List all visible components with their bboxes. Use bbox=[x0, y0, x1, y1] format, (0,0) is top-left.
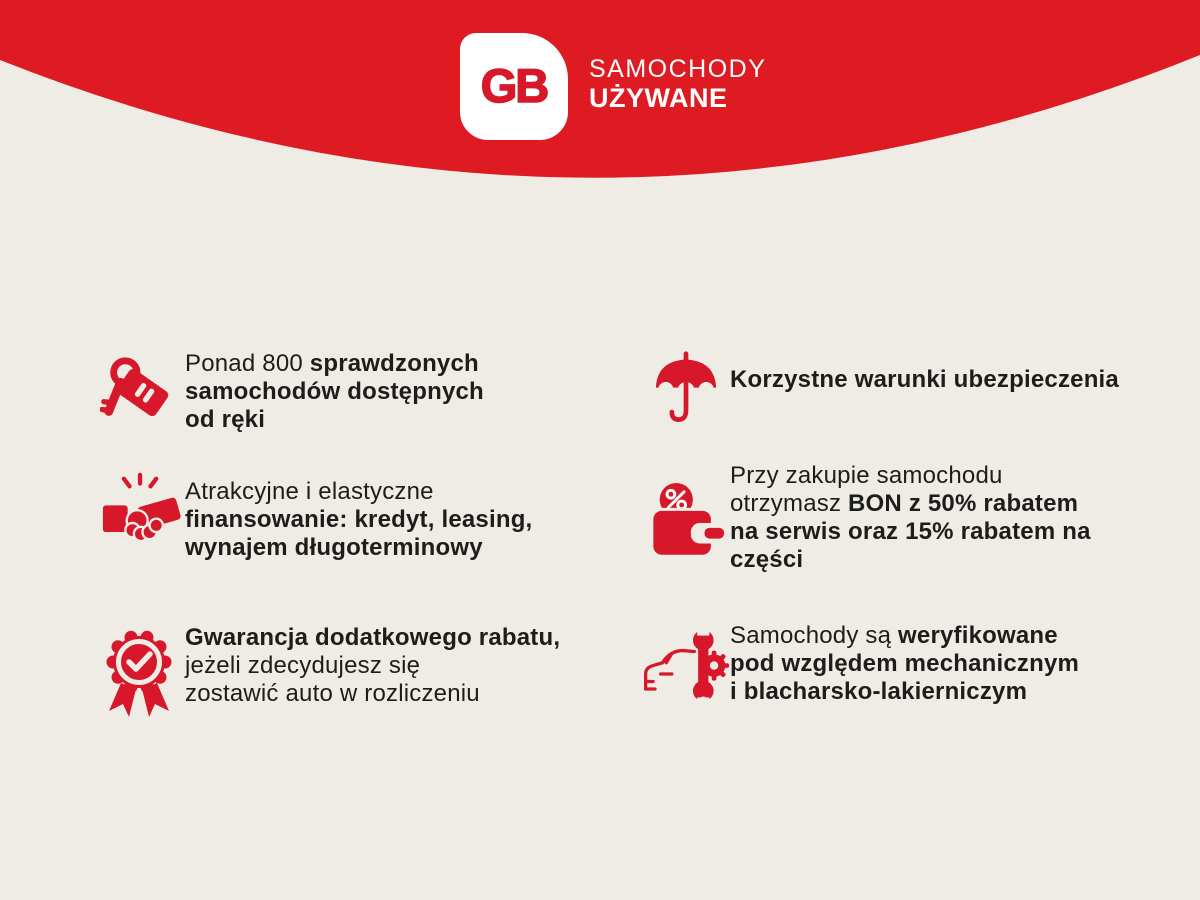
feature-text-line bbox=[730, 490, 1091, 518]
feature-text-line bbox=[185, 506, 532, 534]
handshake-icon bbox=[101, 469, 181, 557]
feature-text-segment: i blacharsko-lakierniczym bbox=[730, 678, 1028, 705]
feature-text bbox=[185, 478, 532, 562]
feature-text-line bbox=[185, 406, 484, 434]
header-background-curve bbox=[0, 0, 1200, 300]
feature-text-line bbox=[730, 650, 1079, 678]
brand-title-line2: UŻYWANE bbox=[589, 83, 728, 113]
brand-title-line1: SAMOCHODY bbox=[589, 55, 767, 83]
feature-text bbox=[730, 366, 1119, 394]
feature-text bbox=[185, 624, 560, 708]
gb-logo-text: GB bbox=[480, 59, 548, 112]
feature-text-segment: weryfikowane bbox=[898, 622, 1058, 649]
feature-text-segment: otrzymasz bbox=[730, 490, 849, 517]
feature-text-segment: wynajem długoterminowy bbox=[185, 534, 483, 561]
feature-text-line bbox=[730, 462, 1091, 490]
car-repair-icon bbox=[640, 627, 730, 706]
feature-text-segment: Atrakcyjne i elastyczne bbox=[185, 478, 434, 505]
feature-text-line bbox=[185, 624, 560, 652]
feature-text-segment: na serwis oraz 15% rabatem na bbox=[730, 518, 1091, 545]
feature-text-line bbox=[185, 478, 532, 506]
feature-text bbox=[730, 462, 1091, 574]
feature-text-segment: Przy zakupie samochodu bbox=[730, 462, 1003, 489]
feature-text-line bbox=[185, 350, 484, 378]
brand-title bbox=[589, 56, 766, 112]
feature-text-segment: części bbox=[730, 546, 804, 573]
feature-text-line bbox=[185, 680, 560, 708]
feature-text-segment: Ponad 800 bbox=[185, 350, 310, 377]
feature-text-segment: samochodów dostępnych bbox=[185, 378, 484, 405]
feature-text-segment: BON z 50% rabatem bbox=[848, 490, 1079, 517]
key-tag-icon bbox=[100, 352, 178, 430]
feature-text-segment: sprawdzonych bbox=[309, 350, 479, 377]
feature-text-segment: Gwarancja dodatkowego rabatu, bbox=[185, 624, 561, 651]
feature-text bbox=[185, 350, 484, 434]
feature-text-line bbox=[730, 366, 1119, 394]
feature-text-line bbox=[730, 622, 1079, 650]
feature-text-segment: jeżeli zdecydujesz się bbox=[185, 652, 421, 679]
feature-text-segment: pod względem mechanicznym bbox=[730, 650, 1080, 677]
feature-text bbox=[730, 622, 1079, 706]
feature-text-line bbox=[730, 546, 1091, 574]
feature-text-segment: zostawić auto w rozliczeniu bbox=[185, 680, 480, 707]
feature-text-line bbox=[185, 652, 560, 680]
umbrella-icon bbox=[652, 350, 720, 429]
feature-text-segment: od ręki bbox=[185, 406, 266, 433]
brand-logo-tile bbox=[460, 33, 568, 140]
feature-text-line bbox=[185, 534, 532, 562]
feature-text-segment: Samochody są bbox=[730, 622, 899, 649]
feature-text-line bbox=[730, 518, 1091, 546]
feature-text-segment: Korzystne warunki ubezpieczenia bbox=[730, 366, 1119, 393]
award-ribbon-icon bbox=[99, 625, 179, 719]
wallet-discount-icon bbox=[648, 480, 726, 566]
feature-text-line bbox=[730, 678, 1079, 706]
feature-text-line bbox=[185, 378, 484, 406]
feature-text-segment: finansowanie: kredyt, leasing, bbox=[185, 506, 533, 533]
